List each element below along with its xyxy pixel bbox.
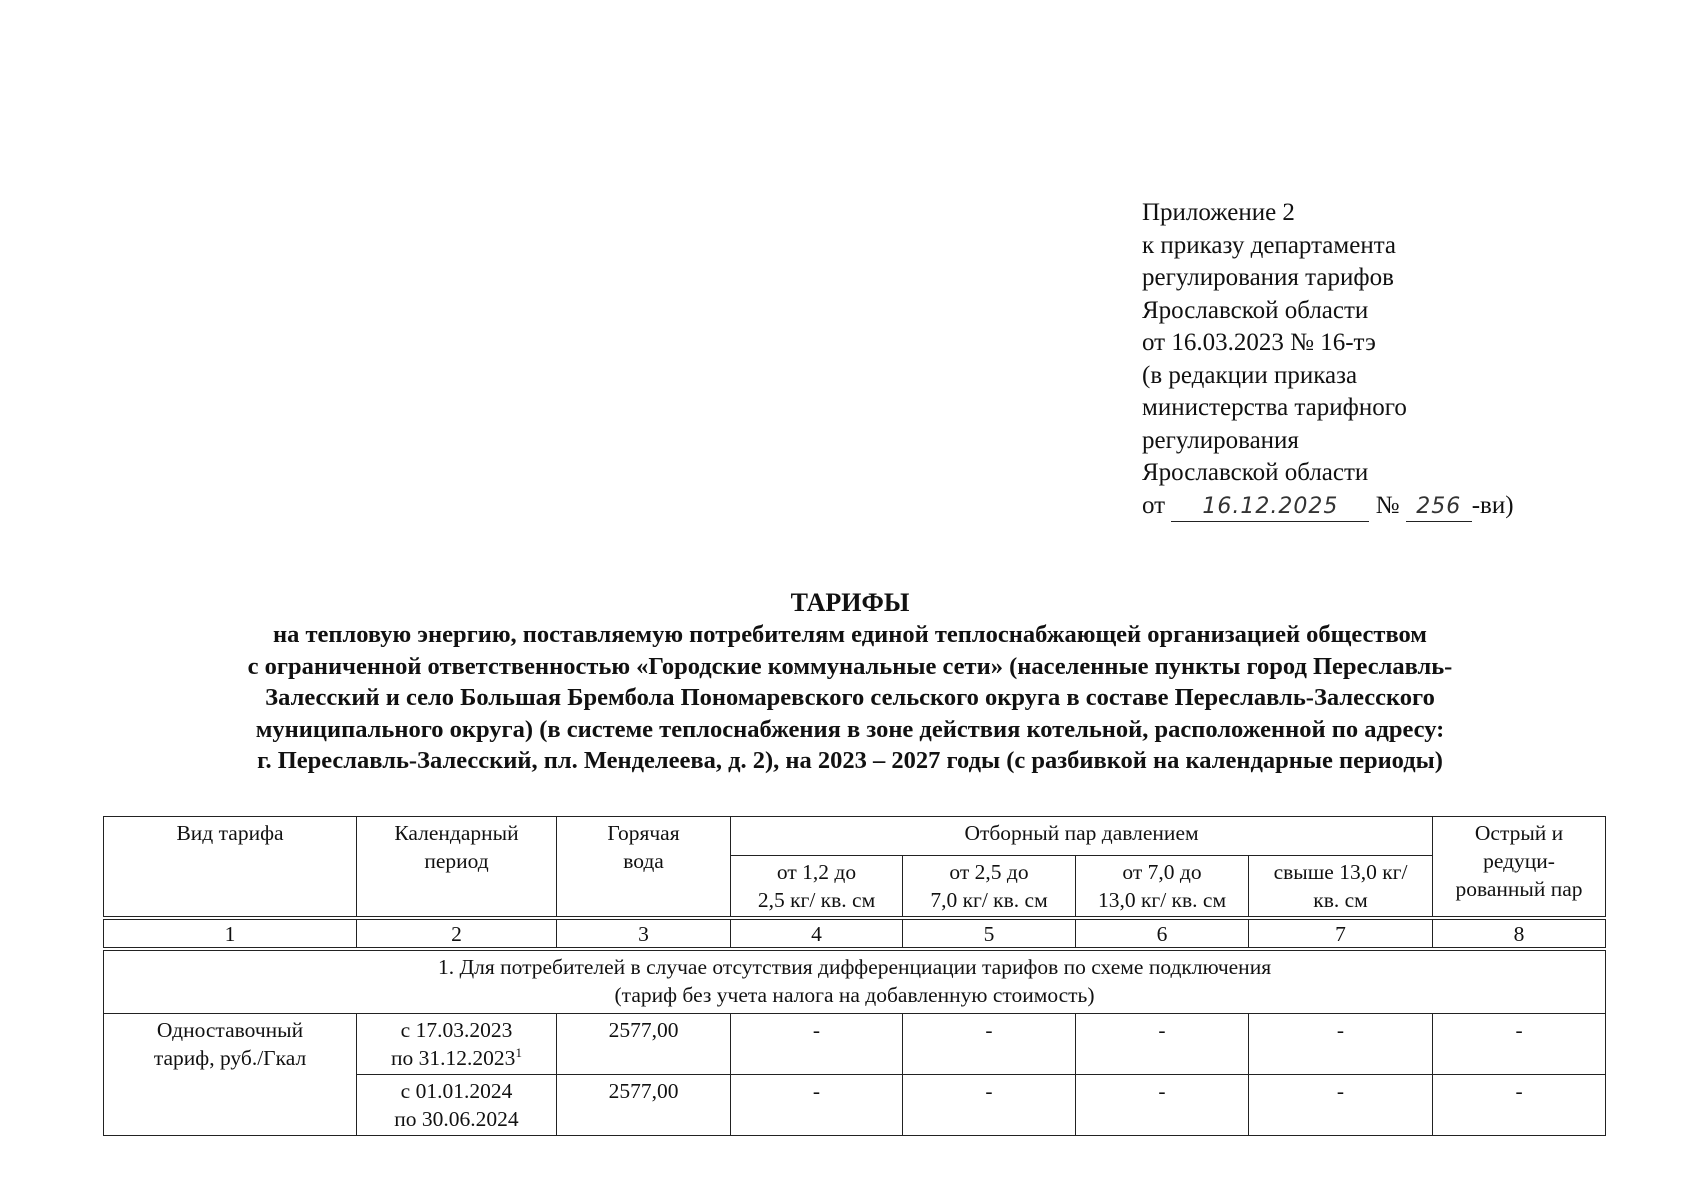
header-label: Календарный — [394, 821, 519, 845]
column-number: 1 — [104, 918, 357, 949]
header-label: от 7,0 до — [1122, 860, 1202, 884]
period-end: по 30.06.2024 — [394, 1107, 519, 1131]
steam-4-value: - — [1249, 1014, 1433, 1075]
steam-1-value: - — [731, 1075, 903, 1136]
header-tariff-type — [104, 817, 357, 919]
header-label: 7,0 кг/ кв. см — [930, 888, 1048, 912]
document-title — [100, 587, 1600, 777]
sharp-steam-value: - — [1433, 1075, 1606, 1136]
header-label: 2,5 кг/ кв. см — [757, 888, 876, 912]
column-number: 3 — [557, 918, 731, 949]
header-steam-1-2-5 — [731, 856, 903, 919]
hot-water-value: 2577,00 — [557, 1075, 731, 1136]
header-label: Отборный пар давлением — [964, 821, 1199, 845]
column-number: 4 — [731, 918, 903, 949]
steam-3-value: - — [1076, 1014, 1249, 1075]
ot-label: от — [1142, 491, 1166, 519]
tariff-table — [103, 816, 1606, 1136]
header-steam-2-5-7 — [903, 856, 1076, 919]
table-header-row — [104, 817, 1606, 856]
title-line: муниципального округа) (в системе теплоснабжения в зоне действия котельной, расположенной по адресу: — [255, 715, 1445, 743]
header-label: от 1,2 до — [776, 860, 857, 884]
header-label: период — [424, 849, 489, 873]
hot-water-value: 2577,00 — [557, 1014, 731, 1075]
header-selected-steam — [731, 817, 1433, 856]
header-label: Горячая — [607, 821, 680, 845]
title-line: на тепловую энергию, поставляемую потребителям единой теплоснабжающей организацией обществом — [272, 621, 1427, 648]
appendix-line: Ярославской области — [1142, 459, 1369, 486]
title-line: с ограниченной ответственностью «Городские коммунальные сети» (населенные пункты город Переславль- — [247, 652, 1453, 680]
section-row — [104, 949, 1606, 1014]
header-steam-over-13 — [1249, 856, 1433, 919]
header-label: Вид тарифа — [176, 821, 284, 845]
header-hot-water — [557, 817, 731, 919]
tariff-label: тариф, руб./Гкал — [153, 1046, 307, 1070]
steam-4-value: - — [1249, 1075, 1433, 1136]
tariff-label-cell — [104, 1014, 357, 1136]
header-label: кв. см — [1313, 888, 1368, 912]
header-sharp-reduced-steam — [1433, 817, 1606, 919]
sharp-steam-value: - — [1433, 1014, 1606, 1075]
appendix-line: (в редакции приказа — [1142, 361, 1358, 389]
number-suffix: -ви) — [1471, 491, 1514, 519]
section-heading — [104, 949, 1606, 1014]
header-label: вода — [623, 849, 664, 873]
header-label: свыше 13,0 кг/ — [1273, 860, 1408, 884]
column-number-row — [104, 918, 1606, 949]
appendix-line: от 16.03.2023 № 16-тэ — [1142, 329, 1376, 356]
appendix-line: регулирования — [1142, 426, 1299, 454]
appendix-line: к приказу департамента — [1142, 231, 1397, 259]
appendix-line: регулирования тарифов — [1142, 264, 1394, 291]
steam-1-value: - — [731, 1014, 903, 1075]
tariff-label: Одноставочный — [156, 1018, 304, 1042]
table-row — [104, 1014, 1606, 1075]
header-label: 13,0 кг/ кв. см — [1097, 888, 1227, 912]
appendix-line: Приложение 2 — [1142, 199, 1295, 226]
header-label: от 2,5 до — [949, 860, 1029, 884]
header-label: редуци- — [1483, 849, 1555, 873]
header-steam-7-13 — [1076, 856, 1249, 919]
number-sign: № — [1375, 491, 1400, 519]
period-start: с 17.03.2023 — [400, 1018, 513, 1042]
column-number: 6 — [1076, 918, 1249, 949]
period-start: с 01.01.2024 — [400, 1079, 513, 1103]
steam-2-value: - — [903, 1075, 1076, 1136]
appendix-line: Ярославской области — [1142, 296, 1369, 324]
footnote-marker: 1 — [515, 1044, 522, 1060]
handwritten-date: 16.12.2025 — [1171, 493, 1369, 522]
section-heading-line: (тариф без учета налога на добавленную стоимость) — [614, 983, 1095, 1007]
handwritten-number: 256 — [1406, 493, 1472, 522]
appendix-line: министерства тарифного — [1142, 394, 1407, 421]
appendix-block — [1142, 197, 1582, 522]
title-main: ТАРИФЫ — [790, 588, 910, 617]
header-label: Острый и — [1474, 821, 1564, 845]
column-number: 7 — [1249, 918, 1433, 949]
period-end: по 31.12.2023 — [391, 1046, 516, 1070]
column-number: 2 — [357, 918, 557, 949]
column-number: 5 — [903, 918, 1076, 949]
section-heading-line: 1. Для потребителей в случае отсутствия дифференциации тарифов по схеме подключения — [437, 955, 1272, 979]
column-number: 8 — [1433, 918, 1606, 949]
steam-3-value: - — [1076, 1075, 1249, 1136]
steam-2-value: - — [903, 1014, 1076, 1075]
title-line: г. Переславль-Залесский, пл. Менделеева, д. 2), на 2023 – 2027 годы (с разбивкой на календарные периоды) — [257, 747, 1443, 774]
header-label: рованный пар — [1455, 877, 1583, 901]
period-cell — [357, 1075, 557, 1136]
amendment-date-number-line — [1142, 490, 1582, 523]
title-line: Залесский и село Большая Брембола Пономаревского сельского округа в составе Переславль-Залесского — [265, 684, 1435, 711]
header-calendar-period — [357, 817, 557, 919]
period-cell — [357, 1014, 557, 1075]
